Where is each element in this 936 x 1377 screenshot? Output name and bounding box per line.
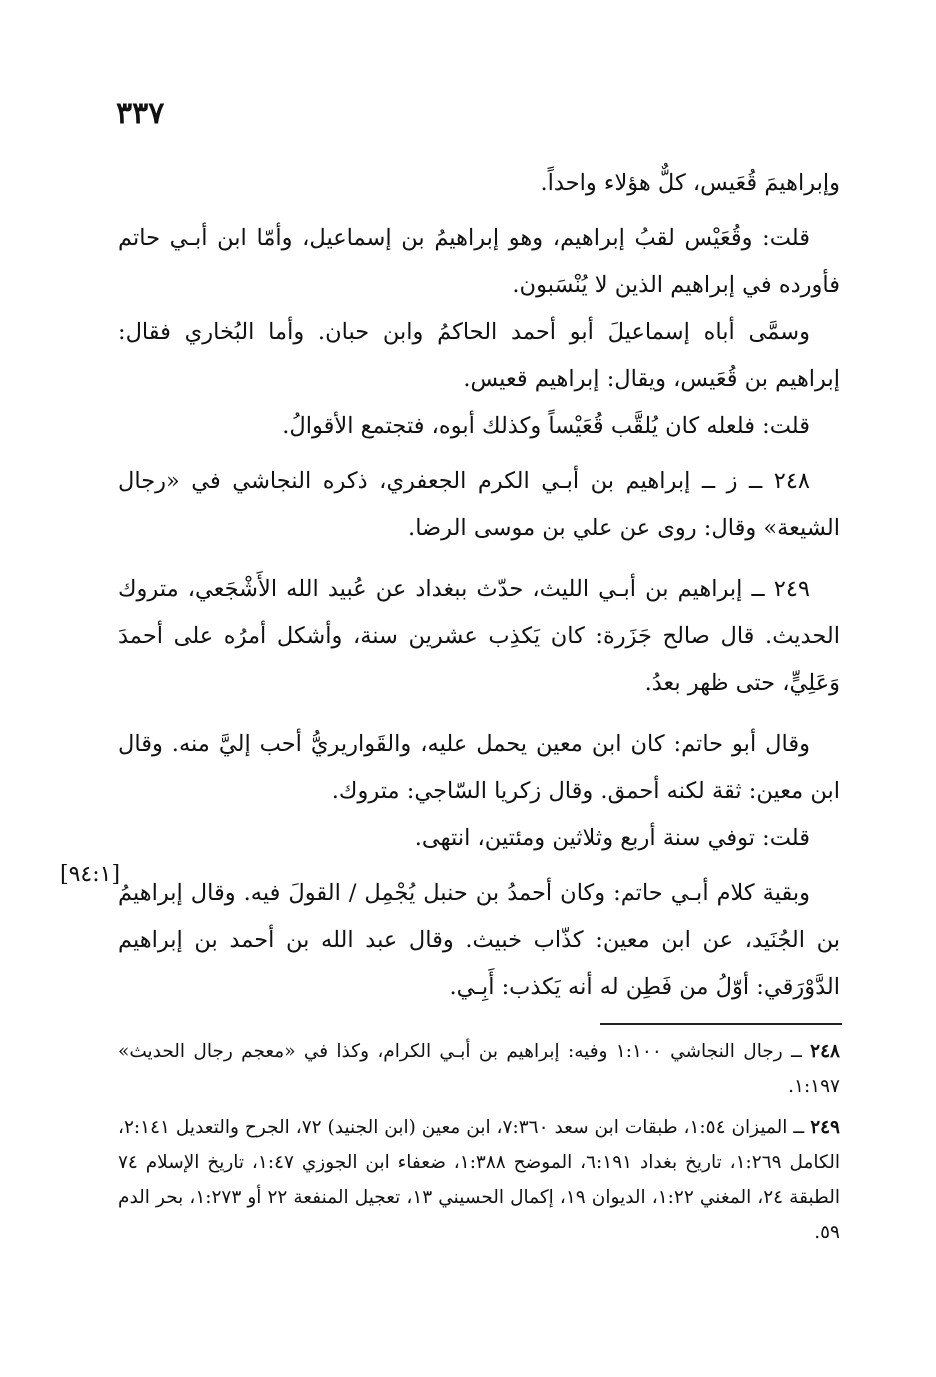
margin-reference: [٩٤:١] (60, 862, 121, 887)
footnote (118, 1034, 840, 1104)
entry-248: ٢٤٨ ــ ز ــ إبراهيم بن أبـي الكرم الجعفري، ذكره النجاشي في «رجال الشيعة» وقال: روى عن علي بن موسى الرضا. (118, 468, 840, 541)
page-number: ٣٣٧ (116, 96, 165, 131)
footnote-divider (600, 1023, 842, 1025)
paragraph: وإبراهيمَ قُعَيس، كلٌّ هؤلاء واحداً. (540, 170, 840, 196)
footnote-number: ٢٤٩ (810, 1117, 840, 1138)
footnote (118, 1110, 840, 1250)
entry-249: ٢٤٩ ــ إبراهيم بن أبـي الليث، حدّث ببغداد عن عُبيد الله الأَشْجَعي، متروك الحديث. قال صالح جَزَرة: كان يَكذِب عشرين سنة، وأشكل أمرُه على أحمدَ وَعَلِيٍّ، حتى ظهر بعدُ. (118, 576, 840, 696)
paragraph: وبقية كلام أبـي حاتم: وكان أحمدُ بن حنبل يُجْمِل / القولَ فيه. وقال إبراهيمُ بن الجُنَيد، عن ابن معين: كذّاب خبيث. وقال عبد الله بن أحمد بن إبراهيم الدَّوْرَقي: أوّلُ من فَطِن له أنه يَكذب: أَبِـي. (118, 880, 840, 1000)
main-text (118, 160, 840, 1011)
paragraph: قلت: وقُعَيْس لقبُ إبراهيم، وهو إبراهيمُ بن إسماعيل، وأمّا ابن أبـي حاتم فأورده في إبراهيم الذين لا يُنْسَبون. (118, 225, 840, 298)
footnote-text: ــ الميزان ١:٥٤، طبقات ابن سعد ٧:٣٦٠، ابن معين (ابن الجنيد) ٧٢، الجرح والتعديل ٢:١٤١، الكامل ١:٢٦٩، تاريخ بغداد ٦:١٩١، الموضح ١:٣٨٨، ضعفاء ابن الجوزي ١:٤٧، تاريخ الإسلام ٧٤ الطبقة ٢٤، المغني ١:٢٢، الديوان ١٩، إكمال الحسيني ١٣، تعجيل المنفعة ٢٢ أو ١:٢٧٣، بحر الدم ٥٩. (118, 1117, 841, 1243)
paragraph: وسمَّى أباه إسماعيلَ أبو أحمد الحاكمُ وابن حبان. وأما البُخاري فقال: إبراهيم بن قُعَيس، ويقال: إبراهيم قعيس. (118, 319, 840, 392)
footnotes (118, 1034, 840, 1256)
paragraph: قلت: فلعله كان يُلقَّب قُعَيْساً وكذلك أبوه، فتجتمع الأقوالُ. (282, 413, 810, 439)
footnote-text: ــ رجال النجاشي ١:١٠٠ وفيه: إبراهيم بن أبـي الكرام، وكذا في «معجم رجال الحديث» ١:١٩٧. (118, 1041, 840, 1097)
paragraph: قلت: توفي سنة أربع وثلاثين ومئتين، انتهى. (414, 825, 810, 851)
footnote-number: ٢٤٨ (810, 1041, 840, 1062)
paragraph: وقال أبو حاتم: كان ابن معين يحمل عليه، والقَواريريُّ أحب إليَّ منه. وقال ابن معين: ثقة لكنه أحمق. وقال زكريا السّاجي: متروك. (118, 731, 840, 804)
